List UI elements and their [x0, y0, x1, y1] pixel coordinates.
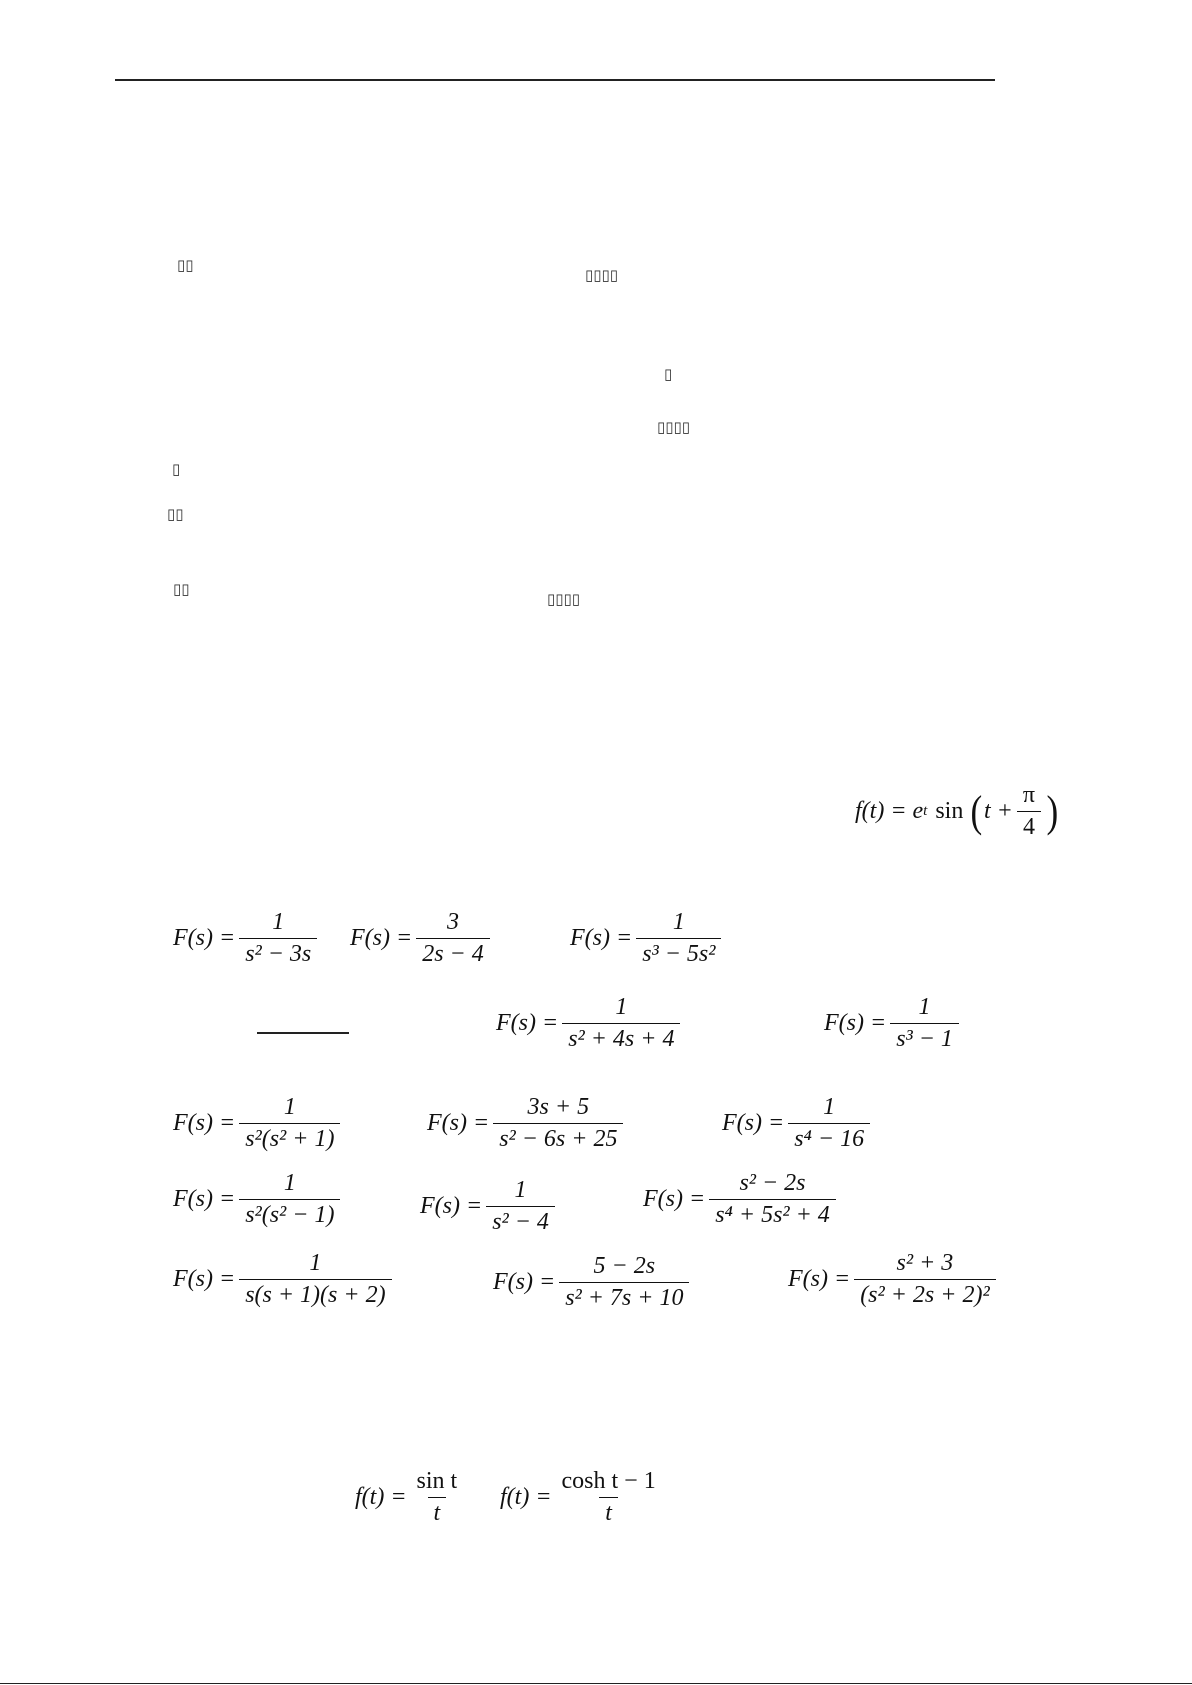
formula-row3-1	[173, 1095, 344, 1152]
formula-row6-1	[355, 1469, 467, 1526]
formula-fraction	[788, 1095, 870, 1152]
formula-row2-2	[824, 995, 963, 1052]
formula-numerator: 1	[283, 1170, 296, 1196]
formula-fraction	[239, 1095, 340, 1152]
formula-row2-1	[496, 995, 684, 1052]
formula-denominator: s² + 4s + 4	[562, 1023, 680, 1052]
formula-numerator: 1	[918, 994, 931, 1020]
formula-numerator: 3s + 5	[527, 1094, 590, 1120]
formula-row1-2	[350, 910, 494, 967]
formula-numerator: 1	[615, 994, 628, 1020]
formula-denominator: s² + 7s + 10	[559, 1282, 689, 1311]
formula-lhs: F(s) =	[824, 1010, 887, 1037]
formula-lhs: F(s) =	[420, 1193, 483, 1220]
formula-numerator: 1	[514, 1177, 527, 1203]
formula-exponent: t	[923, 803, 928, 820]
formula-fraction	[1017, 783, 1041, 840]
formula-numerator: 1	[283, 1094, 296, 1120]
formula-lhs: F(s) =	[722, 1110, 785, 1137]
header-rule	[115, 79, 995, 81]
formula-lhs: f(t) =	[355, 1484, 407, 1511]
formula-denominator: s²(s² + 1)	[239, 1123, 340, 1152]
formula-ft-main	[855, 783, 1060, 840]
formula-paren-open: (	[970, 786, 983, 836]
formula-row5-2	[493, 1254, 693, 1311]
formula-numerator: 1	[823, 1094, 836, 1120]
formula-denominator: s⁴ + 5s² + 4	[709, 1199, 836, 1228]
formula-row4-2	[420, 1178, 559, 1235]
footer-rule	[0, 1683, 1192, 1684]
text-glyphs: ▯▯	[177, 256, 194, 274]
formula-row3-2	[427, 1095, 627, 1152]
formula-paren-close: )	[1046, 786, 1059, 836]
formula-lhs: F(s) =	[643, 1186, 706, 1213]
formula-fraction	[636, 910, 721, 967]
formula-row4-3	[643, 1171, 840, 1228]
formula-numerator: π	[1022, 782, 1036, 808]
formula-function: sin	[935, 798, 964, 825]
formula-fraction	[493, 1095, 623, 1152]
formula-denominator: s² − 6s + 25	[493, 1123, 623, 1152]
text-glyphs: ▯▯	[173, 580, 190, 598]
formula-denominator: s² − 3s	[239, 938, 317, 967]
formula-fraction	[486, 1178, 555, 1235]
formula-numerator: 1	[309, 1250, 322, 1276]
formula-lhs: F(s) =	[496, 1010, 559, 1037]
formula-denominator: s²(s² − 1)	[239, 1199, 340, 1228]
formula-lhs: f(t) = e	[855, 798, 924, 825]
formula-lhs: F(s) =	[493, 1269, 556, 1296]
formula-fraction	[239, 1171, 340, 1228]
formula-fraction	[890, 995, 959, 1052]
formula-lhs: F(s) =	[570, 925, 633, 952]
formula-lhs: F(s) =	[788, 1266, 851, 1293]
text-glyphs: ▯	[664, 365, 673, 383]
formula-fraction	[854, 1251, 995, 1308]
formula-row3-3	[722, 1095, 874, 1152]
formula-fraction	[556, 1469, 662, 1526]
text-glyphs: ▯▯▯▯	[585, 266, 619, 284]
formula-denominator: 4	[1017, 811, 1041, 840]
formula-lhs: F(s) =	[350, 925, 413, 952]
formula-fraction	[411, 1469, 464, 1526]
formula-row1-1	[173, 910, 321, 967]
formula-numerator: 5 − 2s	[593, 1253, 656, 1279]
formula-denominator: t	[428, 1497, 447, 1526]
formula-denominator: (s² + 2s + 2)²	[854, 1279, 995, 1308]
formula-denominator: s⁴ − 16	[788, 1123, 870, 1152]
formula-numerator: 3	[446, 909, 459, 935]
formula-fraction	[239, 910, 317, 967]
formula-denominator: 2s − 4	[416, 938, 490, 967]
formula-row1-3	[570, 910, 725, 967]
formula-row6-2	[500, 1469, 666, 1526]
text-glyphs: ▯	[172, 460, 181, 478]
formula-lhs: F(s) =	[427, 1110, 490, 1137]
formula-fraction	[709, 1171, 836, 1228]
formula-numerator: sin t	[416, 1468, 458, 1494]
formula-denominator: s(s + 1)(s + 2)	[239, 1279, 391, 1308]
formula-numerator: cosh t − 1	[561, 1468, 656, 1494]
formula-denominator: s² − 4	[486, 1206, 555, 1235]
formula-lhs: F(s) =	[173, 1266, 236, 1293]
formula-row4-1	[173, 1171, 344, 1228]
formula-numerator: 1	[272, 909, 285, 935]
blank-line	[257, 1032, 349, 1034]
formula-denominator: t	[599, 1497, 618, 1526]
formula-fraction	[239, 1251, 391, 1308]
formula-numerator: s² + 3	[896, 1250, 954, 1276]
formula-lhs: F(s) =	[173, 1110, 236, 1137]
text-glyphs: ▯▯▯▯	[547, 590, 581, 608]
formula-inner: t +	[984, 798, 1013, 825]
formula-fraction	[416, 910, 490, 967]
formula-numerator: s² − 2s	[739, 1170, 806, 1196]
formula-row5-1	[173, 1251, 396, 1308]
formula-row5-3	[788, 1251, 1000, 1308]
formula-lhs: f(t) =	[500, 1484, 552, 1511]
formula-denominator: s³ − 5s²	[636, 938, 721, 967]
formula-fraction	[562, 995, 680, 1052]
formula-fraction	[559, 1254, 689, 1311]
formula-lhs: F(s) =	[173, 1186, 236, 1213]
formula-denominator: s³ − 1	[890, 1023, 959, 1052]
text-glyphs: ▯▯	[167, 505, 184, 523]
text-glyphs: ▯▯▯▯	[657, 418, 691, 436]
formula-lhs: F(s) =	[173, 925, 236, 952]
formula-numerator: 1	[672, 909, 685, 935]
